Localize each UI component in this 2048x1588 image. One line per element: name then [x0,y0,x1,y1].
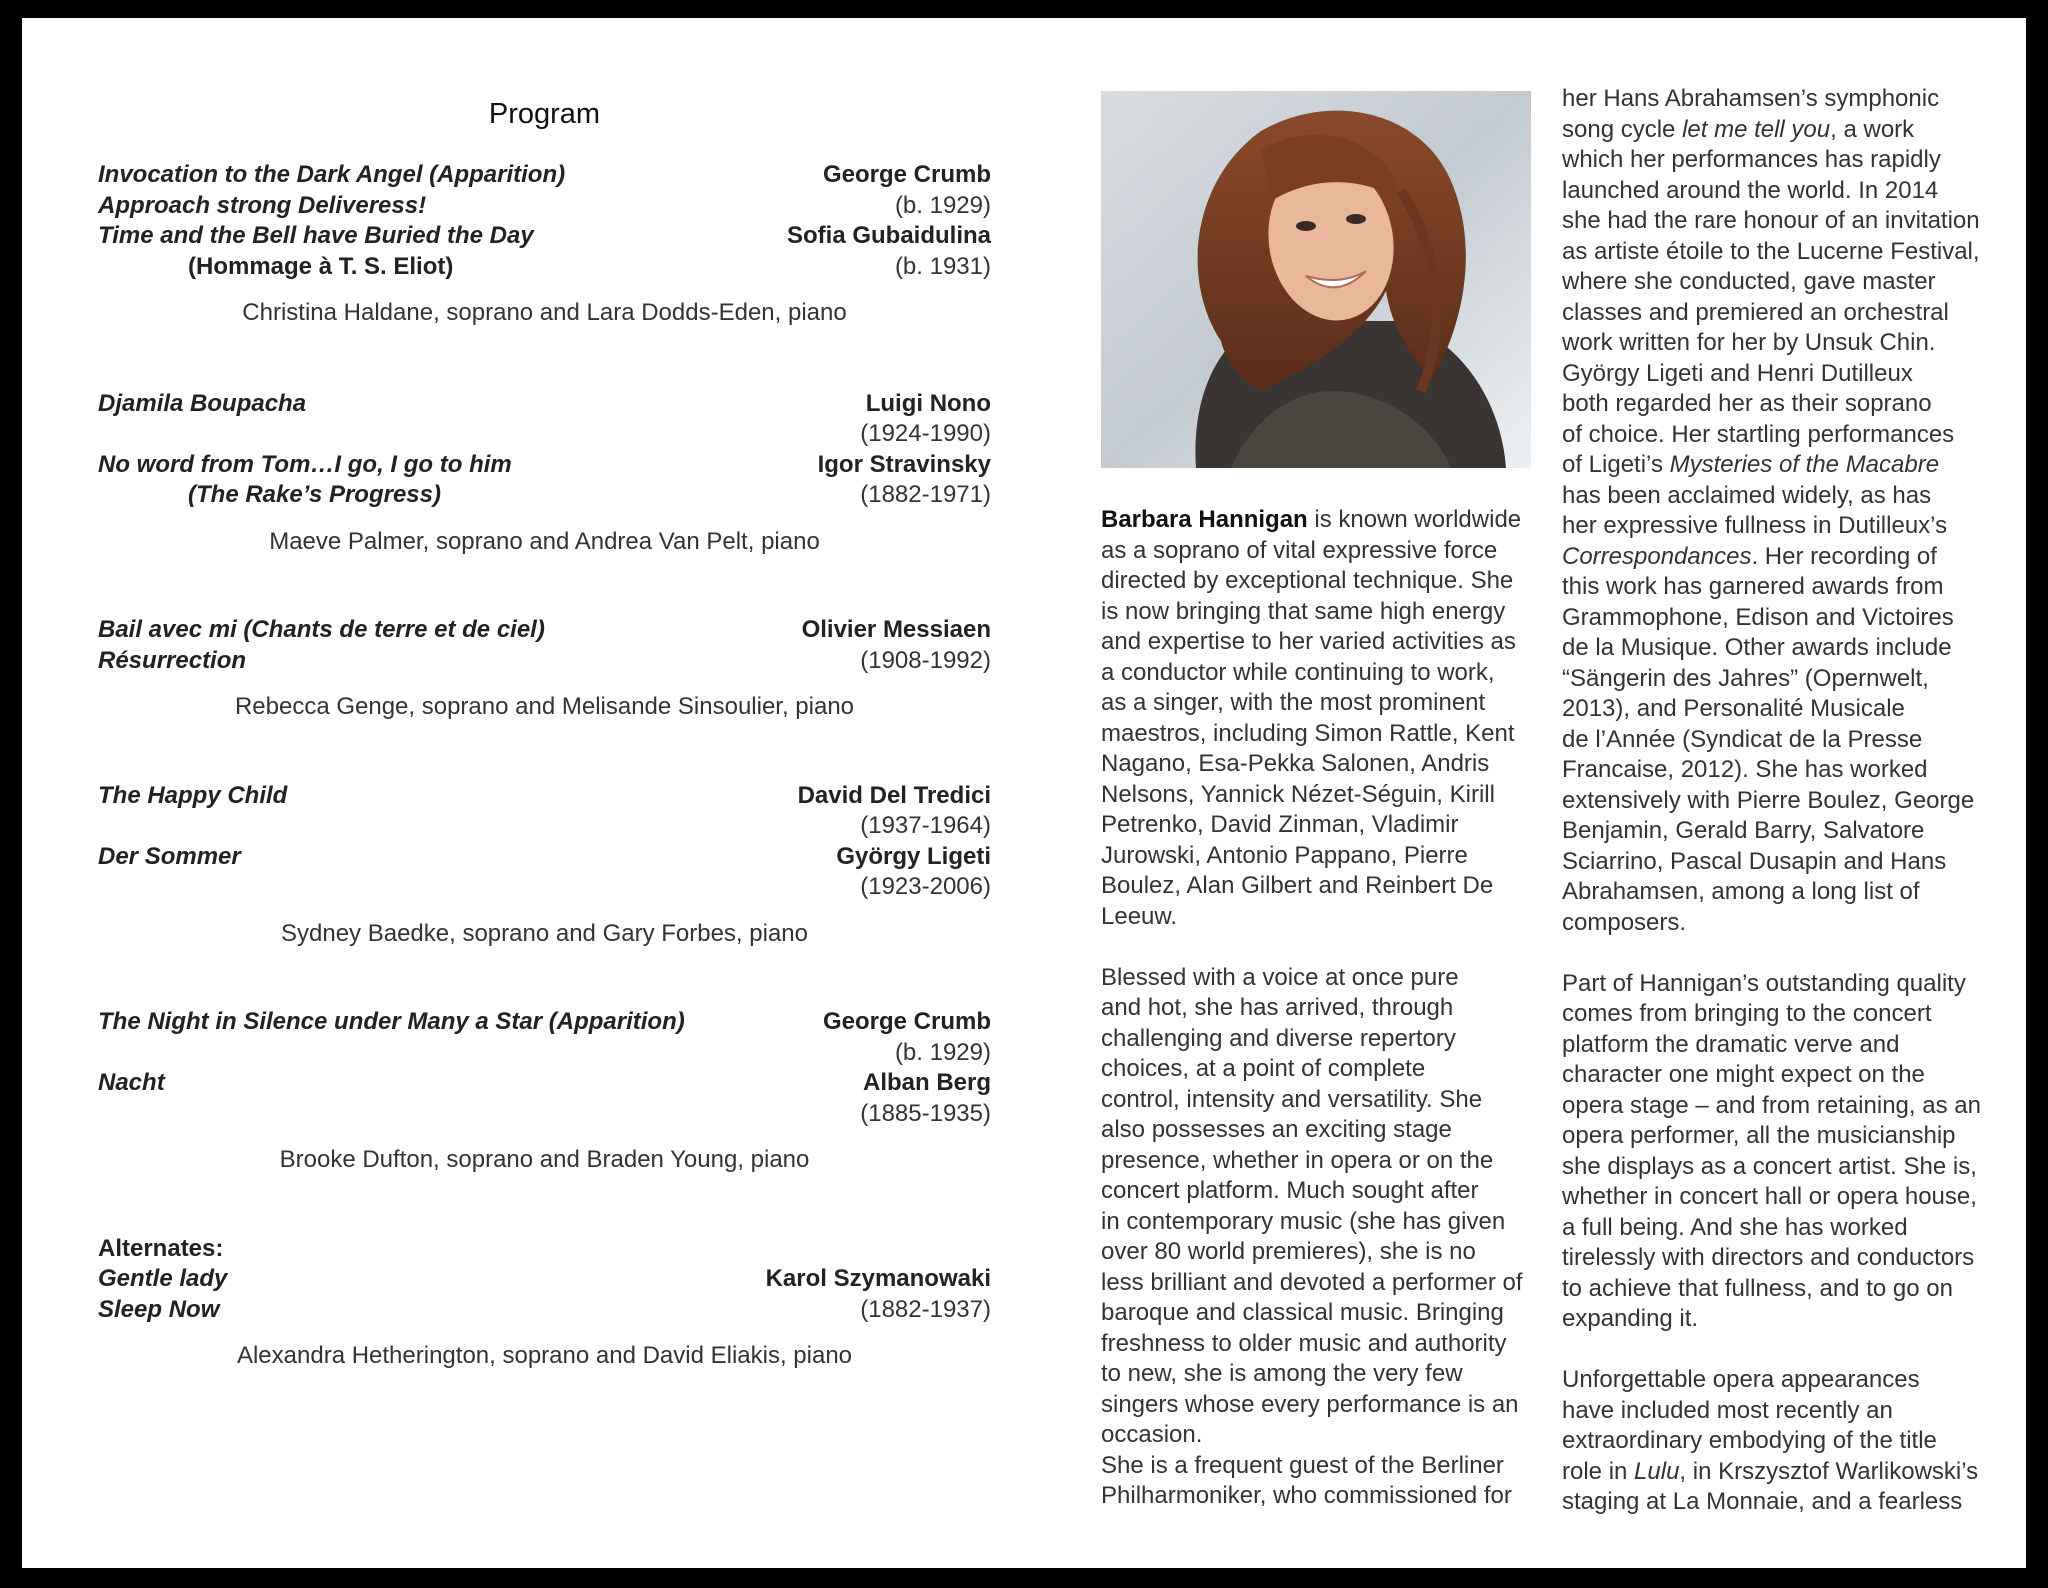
bio-line: expanding it. [1562,1305,1699,1332]
bio-line: challenging and diverse repertory [1101,1024,1456,1052]
performers-line: Brooke Dufton, soprano and Braden Young, piano [279,1146,810,1173]
bio-line: presence, whether in opera or on the [1101,1146,1494,1174]
bio-paragraph-2 [1101,963,1541,1512]
composer-dates: (1885-1935) [860,1099,991,1127]
program-row [98,252,991,283]
composer-name: Olivier Messiaen [801,616,991,643]
program-row [98,1295,991,1326]
bio-line: where she conducted, gave master [1562,268,1936,295]
alternates-section [98,1234,991,1372]
bio-line: a conductor while continuing to work, [1101,658,1495,686]
bio-line: Benjamin, Gerald Barry, Salvatore [1562,817,1925,844]
bio-line: singers whose every performance is an [1101,1390,1519,1418]
bio-line: Unforgettable opera appearances [1562,1366,1920,1393]
bio-line: have included most recently an [1562,1396,1893,1424]
composer-name: George Crumb [822,1008,991,1035]
composer-name: David Del Tredici [797,781,991,809]
performers-line: Alexandra Hetherington, soprano and David Eliakis, piano [236,1342,853,1369]
bio-line: over 80 world premieres), she is no [1101,1238,1476,1265]
bio-paragraph-3 [1562,84,2002,938]
bio-line: extraordinary embodying of the title [1562,1427,1937,1454]
bio-text: of Ligeti’s [1562,451,1670,478]
program-row [98,615,991,646]
bio-name: Barbara Hannigan [1101,506,1308,533]
bio-line: as artiste étoile to the Lucerne Festival, [1562,237,1980,265]
work-title: Sleep Now [98,1295,220,1323]
bio-line: she displays as a concert artist. She is, [1562,1152,1977,1180]
bio-line: choices, at a point of complete [1101,1055,1426,1082]
program-column [98,98,991,1372]
bio-line: as a singer, with the most prominent [1101,689,1486,716]
alternates-heading: Alternates: [98,1234,224,1262]
bio-line: she had the rare honour of an invitation [1562,207,1980,234]
bio-line: tirelessly with directors and conductors [1562,1244,1975,1271]
composer-name: György Ligeti [836,842,991,870]
performers-line: Maeve Palmer, soprano and Andrea Van Pelt, piano [269,527,820,555]
bio-line: Petrenko, David Zinman, Vladimir [1101,811,1459,838]
bio-text: role in [1562,1457,1635,1485]
work-title: Der Sommer [98,842,241,870]
bio-line: has been acclaimed widely, as has [1562,481,1932,509]
work-title: Invocation to the Dark Angel (Apparition) [98,161,566,188]
bio-line: occasion. [1101,1421,1203,1448]
bio-column-middle [1101,505,1541,1512]
bio-line: opera performer, all the musicianship [1562,1122,1956,1149]
work-title: Résurrection [98,646,247,674]
bio-line: which her performances has rapidly [1562,146,1941,173]
portrait-photo [1101,91,1531,468]
work-title: (The Rake’s Progress) [188,481,441,508]
bio-line: Philharmoniker, who commissioned for [1101,1482,1512,1509]
bio-line: extensively with Pierre Boulez, George [1562,786,1975,814]
work-title: Nacht [98,1069,165,1096]
program-row [98,160,991,191]
composer-name: Alban Berg [862,1069,991,1096]
program-row [98,450,991,481]
bio-line: whether in concert hall or opera house, [1562,1183,1977,1210]
bio-italic-title: Mysteries of the Macabre [1669,451,1940,478]
bio-line: György Ligeti and Henri Dutilleux [1562,359,1913,387]
bio-line: Nelsons, Yannick Nézet-Séguin, Kirill [1101,780,1495,808]
bio-italic-title: let me tell you [1682,115,1831,143]
bio-line [1562,116,1914,143]
bio-text: song cycle [1562,115,1683,143]
bio-line: She is a frequent guest of the Berliner [1101,1451,1504,1479]
program-row [98,646,991,677]
program-row [98,1038,991,1069]
composer-name: George Crumb [822,161,991,188]
program-row [98,872,991,903]
work-title: Bail avec mi (Chants de terre et de ciel) [98,616,545,643]
bio-line: character one might expect on the [1562,1061,1925,1088]
bio-line: de l’Année (Syndicat de la Presse [1562,725,1923,753]
bio-line: in contemporary music (she has given [1101,1207,1506,1235]
bio-line: maestros, including Simon Rattle, Kent [1101,719,1515,747]
composer-dates: (b. 1929) [894,191,991,219]
work-title: Gentle lady [98,1265,228,1292]
bio-line: classes and premiered an orchestral [1562,298,1949,326]
program-row [98,1068,991,1099]
bio-line: Leeuw. [1101,902,1178,930]
program-row [98,1007,991,1038]
program-row [98,1099,991,1130]
bio-line: work written for her by Unsuk Chin. [1562,329,1936,356]
bio-line: to new, she is among the very few [1101,1360,1463,1387]
bio-line: Blessed with a voice at once pure [1101,963,1459,991]
bio-line: platform the dramatic verve and [1562,1030,1900,1058]
bio-text: , a work [1830,115,1915,143]
program-set [98,781,991,950]
bio-line: also possesses an exciting stage [1101,1116,1452,1143]
composer-dates: (b. 1931) [894,252,991,280]
bio-text: , in Krszysztof Warlikowski’s [1679,1457,1979,1485]
bio-italic-title: Correspondances [1562,542,1752,570]
bio-line: Nagano, Esa-Pekka Salonen, Andris [1101,750,1490,777]
work-title: Time and the Bell have Buried the Day [98,222,534,249]
bio-line: and expertise to her varied activities as [1101,628,1516,655]
bio-line: Jurowski, Antonio Pappano, Pierre [1101,841,1468,869]
bio-line: concert platform. Much sought after [1101,1177,1479,1204]
program-set [98,1007,991,1176]
program-row [98,842,991,873]
performers-line: Sydney Baedke, soprano and Gary Forbes, piano [281,919,808,947]
bio-column-right [1562,84,2002,1518]
program-row [98,1264,991,1295]
program-set [98,160,991,329]
bio-line: Sciarrino, Pascal Dusapin and Hans [1562,847,1947,875]
booklet-page [22,18,2026,1568]
bio-paragraph-5 [1562,1365,2002,1518]
bio-line: control, intensity and versatility. She [1101,1085,1483,1113]
bio-line: opera stage – and from retaining, as an [1562,1091,1981,1119]
bio-line [1562,451,1939,478]
composer-name: Igor Stravinsky [817,450,991,478]
composer-dates: (1937-1964) [860,812,991,839]
bio-line [1562,1458,1978,1485]
performers-line: Christina Haldane, soprano and Lara Dodds-Eden, piano [242,299,847,326]
bio-line: less brilliant and devoted a performer of [1101,1268,1523,1296]
bio-line: to achieve that fullness, and to go on [1562,1274,1953,1302]
program-set [98,389,991,558]
program-row [98,419,991,450]
bio-line: both regarded her as their soprano [1562,390,1932,417]
work-title: The Happy Child [98,781,288,809]
program-title: Program [488,98,601,130]
bio-line: of choice. Her startling performances [1562,420,1955,448]
bio-line: her Hans Abrahamsen’s symphonic [1562,85,1940,112]
program-row [98,191,991,222]
composer-name: Sofia Gubaidulina [786,222,991,249]
program-sets [98,160,991,1176]
bio-text: . Her recording of [1751,542,1937,570]
program-row [98,221,991,252]
bio-line [1562,543,1937,570]
program-row [98,480,991,511]
bio-line: Boulez, Alan Gilbert and Reinbert De [1101,872,1494,899]
bio-paragraph-4 [1562,969,2002,1335]
portrait-illustration [1101,91,1531,468]
bio-paragraph-1 [1101,505,1541,932]
bio-line: is known worldwide [1307,506,1522,533]
composer-dates: (b. 1929) [894,1038,991,1066]
bio-line: freshness to older music and authority [1101,1329,1507,1357]
composer-dates: (1924-1990) [860,420,991,447]
composer-dates: (1908-1992) [860,646,991,674]
bio-line: Part of Hannigan’s outstanding quality [1562,969,1966,997]
bio-line: a full being. And she has worked [1562,1213,1908,1241]
bio-line: her expressive fullness in Dutilleux’s [1562,512,1948,539]
bio-line: staging at La Monnaie, and a fearless [1562,1488,1963,1515]
bio-line: Grammophone, Edison and Victoires [1562,603,1954,631]
bio-line: composers. [1562,908,1687,936]
bio-line: de la Musique. Other awards include [1562,634,1952,661]
program-row [98,811,991,842]
bio-line: and hot, she has arrived, through [1101,994,1454,1021]
composer-name: Karol Szymanowaki [765,1265,991,1292]
composer-dates: (1882-1937) [860,1295,991,1323]
bio-line: 2013), and Personalité Musicale [1562,695,1905,722]
bio-line: as a soprano of vital expressive force [1101,536,1498,564]
program-row [98,389,991,420]
bio-italic-title: Lulu [1634,1457,1680,1485]
bio-line: Abrahamsen, among a long list of [1562,878,1920,905]
performers-line: Rebecca Genge, soprano and Melisande Sinsoulier, piano [234,693,855,720]
work-title: (Hommage à T. S. Eliot) [188,252,454,280]
bio-line: launched around the world. In 2014 [1562,176,1939,204]
composer-dates: (1923-2006) [860,873,991,900]
program-row [98,781,991,812]
work-title: Approach strong Deliveress! [98,191,427,219]
bio-line: baroque and classical music. Bringing [1101,1299,1504,1326]
composer-name: Luigi Nono [865,389,991,417]
work-title: No word from Tom…I go, I go to him [98,450,512,478]
bio-line: this work has garnered awards from [1562,573,1944,600]
work-title: The Night in Silence under Many a Star (Apparition) [98,1008,685,1035]
bio-line: comes from bringing to the concert [1562,1000,1932,1027]
bio-line: is now bringing that same high energy [1101,597,1506,625]
bio-line: Francaise, 2012). She has worked [1562,756,1928,783]
bio-line: directed by exceptional technique. She [1101,567,1514,594]
program-set [98,615,991,723]
work-title: Djamila Boupacha [98,389,307,417]
composer-dates: (1882-1971) [860,481,991,508]
bio-line: “Sängerin des Jahres” (Opernwelt, [1562,664,1929,692]
